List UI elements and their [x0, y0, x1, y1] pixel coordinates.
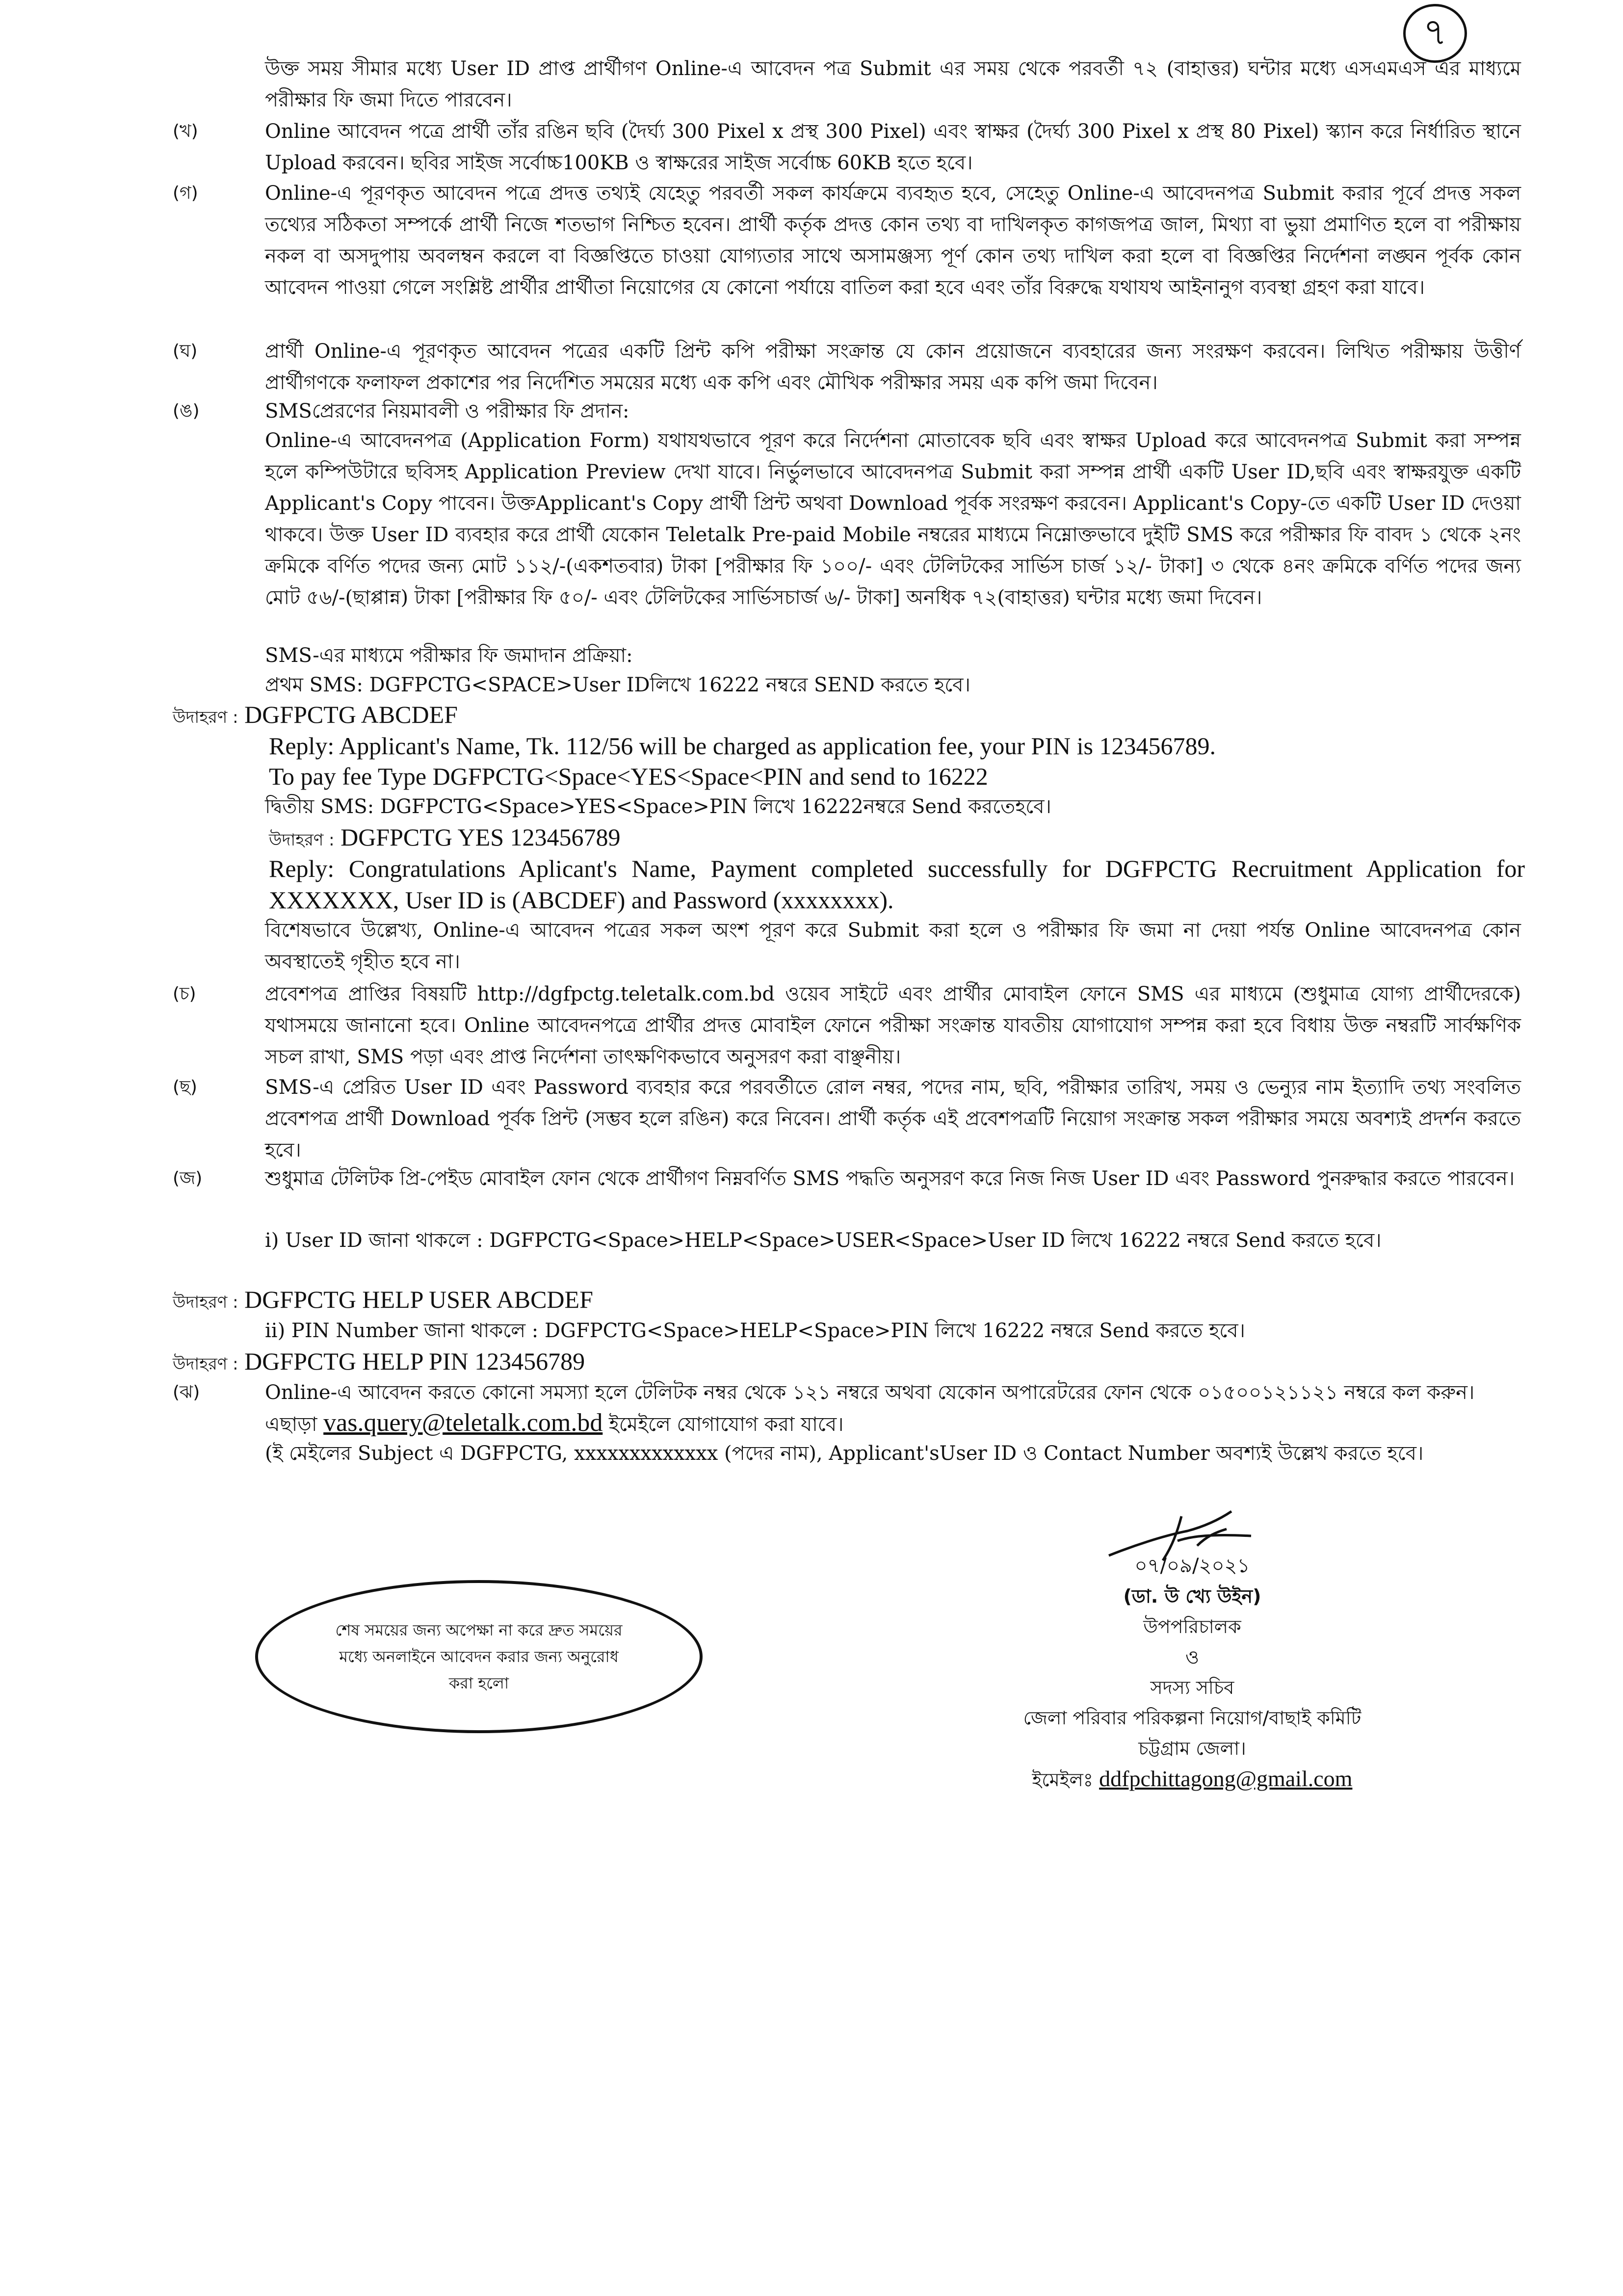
notice-oval — [255, 1580, 703, 1733]
fee-process-heading: SMS-এর মাধ্যমে পরীক্ষার ফি জমাদান প্রক্রিয়া: — [265, 644, 633, 667]
example-value: DGFPCTG HELP PIN 123456789 — [244, 1347, 585, 1375]
signatory-role: সদস্য সচিব — [1150, 1677, 1234, 1698]
committee-name: জেলা পরিবার পরিকল্পনা নিয়োগ/বাছাই কমিটি — [1023, 1707, 1361, 1729]
reply-1-line: Reply: Applicant's Name, Tk. 112/56 will be charged as application fee, your PIN is 123456789. — [269, 732, 1216, 760]
notice-text: শেষ সময়ের জন্য অপেক্ষা না করে দ্রুত সময়ের মধ্যে অনলাইনে আবেদন করার জন্য অনুরোধ করা হলো — [335, 1621, 623, 1692]
example-2 — [269, 821, 621, 856]
signatory-designation: উপপরিচালক — [1143, 1616, 1241, 1637]
example-4 — [173, 1346, 585, 1380]
print-copy-paragraph: প্রার্থী Online-এ পূরণকৃত আবেদন পত্রের একটি প্রিন্ট কপি পরীক্ষা সংক্রান্ত যে কোন প্রয়োজনে ব্যবহারের জন্য সংরক্ষণ করবেন। লিখিত পরীক্ষায় উত্তীর্ণ প্রার্থীগণকে ফলাফল প্রকাশের পর নির্দেশিত সময়ের মধ্যে এক কপি এবং মৌখিক পরীক্ষার সময় এক কপি জমা দিবেন। — [265, 340, 1521, 394]
example-value: DGFPCTG YES 123456789 — [340, 823, 621, 851]
example-label: উদাহরণ : — [173, 1354, 238, 1374]
item-marker-kha: (খ) — [173, 121, 198, 141]
second-sms-line: দ্বিতীয় SMS: DGFPCTG<Space>YES<Space>PIN লিখে 16222নম্বরে Send করতেহবে। — [265, 795, 1051, 818]
email-post: ইমেইলে যোগাযোগ করা যাবে। — [609, 1413, 844, 1436]
download-admit-paragraph: SMS-এ প্রেরিত User ID এবং Password ব্যবহার করে পরবর্তীতে রোল নম্বর, পদের নাম, ছবি, পরীক্ষার তারিখ, সময় ও ভেন্যুর নাম ইত্যাদি তথ্য সংবলিত প্রবেশপত্র প্রার্থী Download পূর্বক প্রিন্ট (সম্ভব হলে রঙিন) করে নিবেন। প্রার্থী কর্তৃক এই প্রবেশপত্রটি নিয়োগ সংক্রান্ত সকল পরীক্ষার সময়ে অবশ্যই প্রদর্শন করতে হবে। — [265, 1076, 1521, 1161]
signature-date: ০৭/০৯/২০২১ — [1134, 1555, 1250, 1577]
intro-paragraph: উক্ত সময় সীমার মধ্যে User ID প্রাপ্ত প্রার্থীগণ Online-এ আবেদন পত্র Submit এর সময় থেকে পরবর্তী ৭২ (বাহাত্তর) ঘন্টার মধ্যে এসএমএস এর মাধ্যমে পরীক্ষার ফি জমা দিতে পারবেন। — [265, 57, 1521, 111]
item-marker-umo: (ঙ) — [173, 401, 200, 421]
district-name: চট্টগ্রাম জেলা। — [1138, 1738, 1246, 1759]
example-label: উদাহরণ : — [173, 1293, 238, 1312]
signatory-email-link[interactable]: ddfpchittagong@gmail.com — [1099, 1766, 1353, 1791]
example-label: উদাহরণ : — [173, 708, 238, 727]
signatory-email-line — [1011, 1764, 1374, 1795]
photo-upload-paragraph: Online আবেদন পত্রে প্রার্থী তাঁর রঙিন ছবি (দৈর্ঘ্য 300 Pixel x প্রস্থ 300 Pixel) এবং স্বাক্ষর (দৈর্ঘ্য 300 Pixel x প্রস্থ 80 Pixel) স্ক্যান করে নির্ধারিত স্থানে Upload করবেন। ছবির সাইজ সর্বোচ্চ100KB ও স্বাক্ষরের সাইজ সর্বোচ্চ 60KB হতে হবে। — [265, 120, 1521, 174]
pin-recovery-line: ii) PIN Number জানা থাকলে : DGFPCTG<Space>HELP<Space>PIN লিখে 16222 নম্বরে Send করতে হবে। — [265, 1320, 1245, 1342]
email-pre: এছাড়া — [265, 1413, 317, 1436]
item-marker-chha: (ছ) — [173, 1077, 197, 1097]
example-label: উদাহরণ : — [269, 830, 335, 850]
signature-block — [1011, 1551, 1374, 1795]
item-marker-gha: (ঘ) — [173, 341, 198, 361]
item-marker-ga: (গ) — [173, 183, 198, 203]
example-value: DGFPCTG HELP USER ABCDEF — [244, 1286, 593, 1313]
signatory-and: ও — [1185, 1646, 1199, 1668]
reply-1b-line: To pay fee Type DGFPCTG<Space<YES<Space<PIN and send to 16222 — [269, 763, 988, 790]
special-note: বিশেষভাবে উল্লেখ্য, Online-এ আবেদন পত্রের সকল অংশ পূরণ করে Submit করা হলে ও পরীক্ষার ফি জমা না দেয়া পর্যন্ত Online আবেদনপত্র কোন অবস্থাতেই গৃহীত হবে না। — [265, 919, 1521, 973]
example-3 — [173, 1284, 593, 1318]
admit-card-paragraph: প্রবেশপত্র প্রাপ্তির বিষয়টি http://dgfpctg.teletalk.com.bd ওয়েব সাইটে এবং প্রার্থীর মোবাইল ফোনে SMS এর মাধ্যমে (শুধুমাত্র যোগ্য প্রার্থীদেরকে) যথাসময়ে জানানো হবে। Online আবেদনপত্রে প্রার্থীর প্রদত্ত মোবাইল ফোনে পরীক্ষা সংক্রান্ত যাবতীয় যোগাযোগ সম্পন্ন করা হবে বিধায় উক্ত নম্বরটি সার্বক্ষণিক সচল রাখা, SMS পড়া এবং প্রাপ্ত নির্দেশনা তাৎক্ষণিকভাবে অনুসরণ করা বাঞ্ছনীয়। — [265, 983, 1521, 1068]
signatory-name: (ডা. উ খ্যে উইন) — [1123, 1585, 1261, 1607]
recovery-paragraph: শুধুমাত্র টেলিটক প্রি-পেইড মোবাইল ফোন থেকে প্রার্থীগণ নিম্নবর্ণিত SMS পদ্ধতি অনুসরণ করে নিজ নিজ User ID এবং Password পুনরুদ্ধার করতে পারবেন। — [265, 1167, 1515, 1190]
support-email-link[interactable]: vas.query@teletalk.com.bd — [323, 1409, 603, 1437]
sms-rules-heading: SMSপ্রেরণের নিয়মাবলী ও পরীক্ষার ফি প্রদান: — [265, 400, 629, 422]
userid-recovery-line: i) User ID জানা থাকলে : DGFPCTG<Space>HELP<Space>USER<Space>User ID লিখে 16222 নম্বরে Send করতে হবে। — [265, 1229, 1382, 1252]
email-support-line — [265, 1407, 1521, 1440]
first-sms-line: প্রথম SMS: DGFPCTG<SPACE>User IDলিখে 16222 নম্বরে SEND করতে হবে। — [265, 674, 970, 696]
reply-2-line: Reply: Congratulations Aplicant's Name, Payment completed successfully for DGFPCTG Recruitment Application for XXXXXXX, User ID is (ABCDEF) and Password (xxxxxxxx). — [269, 855, 1525, 914]
helpline-paragraph: Online-এ আবেদন করতে কোনো সমস্যা হলে টেলিটক নম্বর থেকে ১২১ নম্বরে অথবা যেকোন অপারেটরের ফোন থেকে ০১৫০০১২১১২১ নম্বরে কল করুন। — [265, 1381, 1475, 1404]
page-number: ৭ — [1403, 4, 1467, 63]
item-marker-jha: (ঝ) — [173, 1382, 200, 1402]
example-1 — [173, 699, 458, 733]
accuracy-paragraph: Online-এ পূরণকৃত আবেদন পত্রে প্রদত্ত তথ্যই যেহেতু পরবর্তী সকল কার্যক্রমে ব্যবহৃত হবে, সেহেতু Online-এ আবেদনপত্র Submit করার পূর্বে প্রদত্ত সকল তথ্যের সঠিকতা সম্পর্কে প্রার্থী নিজে শতভাগ নিশ্চিত হবেন। প্রার্থী কর্তৃক প্রদত্ত কোন তথ্য বা দাখিলকৃত কাগজপত্র জাল, মিথ্যা বা ভুয়া প্রমাণিত হলে বা পরীক্ষায় নকল বা অসদুপায় অবলম্বন করলে বা বিজ্ঞপ্তিতে চাওয়া যোগ্যতার সাথে অসামঞ্জস্য পূর্ণ কোন তথ্য দাখিল করা হলে বা বিজ্ঞপ্তির নির্দেশনা লঙ্ঘন পূর্বক কোন আবেদন পাওয়া গেলে সংশ্লিষ্ট প্রার্থীর প্রার্থীতা নিয়োগের যে কোনো পর্যায়ে বাতিল করা হবে এবং তাঁর বিরুদ্ধে যথাযথ আইনানুগ ব্যবস্থা গ্রহণ করা যাবে। — [265, 182, 1521, 299]
application-form-paragraph: Online-এ আবেদনপত্র (Application Form) যথাযথভাবে পূরণ করে নির্দেশনা মোতাবেক ছবি এবং স্বাক্ষর Upload করে আবেদনপত্র Submit করা সম্পন্ন হলে কম্পিউটারে ছবিসহ Application Preview দেখা যাবে। নির্ভুলভাবে আবেদনপত্র Submit করা সম্পন্ন প্রার্থী একটি User ID,ছবি এবং স্বাক্ষরযুক্ত একটি Applicant's Copy পাবেন। উক্তApplicant's Copy প্রার্থী প্রিন্ট অথবা Download পূর্বক সংরক্ষণ করবেন। Applicant's Copy-তে একটি User ID দেওয়া থাকবে। উক্ত User ID ব্যবহার করে প্রার্থী যেকোন Teletalk Pre-paid Mobile নম্বরের মাধ্যমে নিম্নোক্তভাবে দুইটি SMS করে পরীক্ষার ফি বাবদ ১ থেকে ২নং ক্রমিকে বর্ণিত পদের জন্য মোট ১১২/-(একশতবার) টাকা [পরীক্ষার ফি ১০০/- এবং টেলিটকের সার্ভিস চার্জ ১২/- টাকা] ৩ থেকে ৪নং ক্রমিকে বর্ণিত পদের জন্য মোট ৫৬/-(ছাপ্পান্ন) টাকা [পরীক্ষার ফি ৫০/- এবং টেলিটকের সার্ভিসচার্জ ৬/- টাকা] অনধিক ৭২(বাহাত্তর) ঘন্টার মধ্যে জমা দিবেন। — [265, 429, 1521, 609]
item-marker-cha: (চ) — [173, 984, 196, 1004]
item-marker-ja: (জ) — [173, 1168, 203, 1188]
example-value: DGFPCTG ABCDEF — [244, 701, 458, 728]
email-subject-note: (ই মেইলের Subject এ DGFPCTG, xxxxxxxxxxxxx (পদের নাম), Applicant'sUser ID ও Contact Number অবশ্যই উল্লেখ করতে হবে। — [265, 1442, 1424, 1465]
email-label: ইমেইলঃ — [1032, 1769, 1094, 1791]
